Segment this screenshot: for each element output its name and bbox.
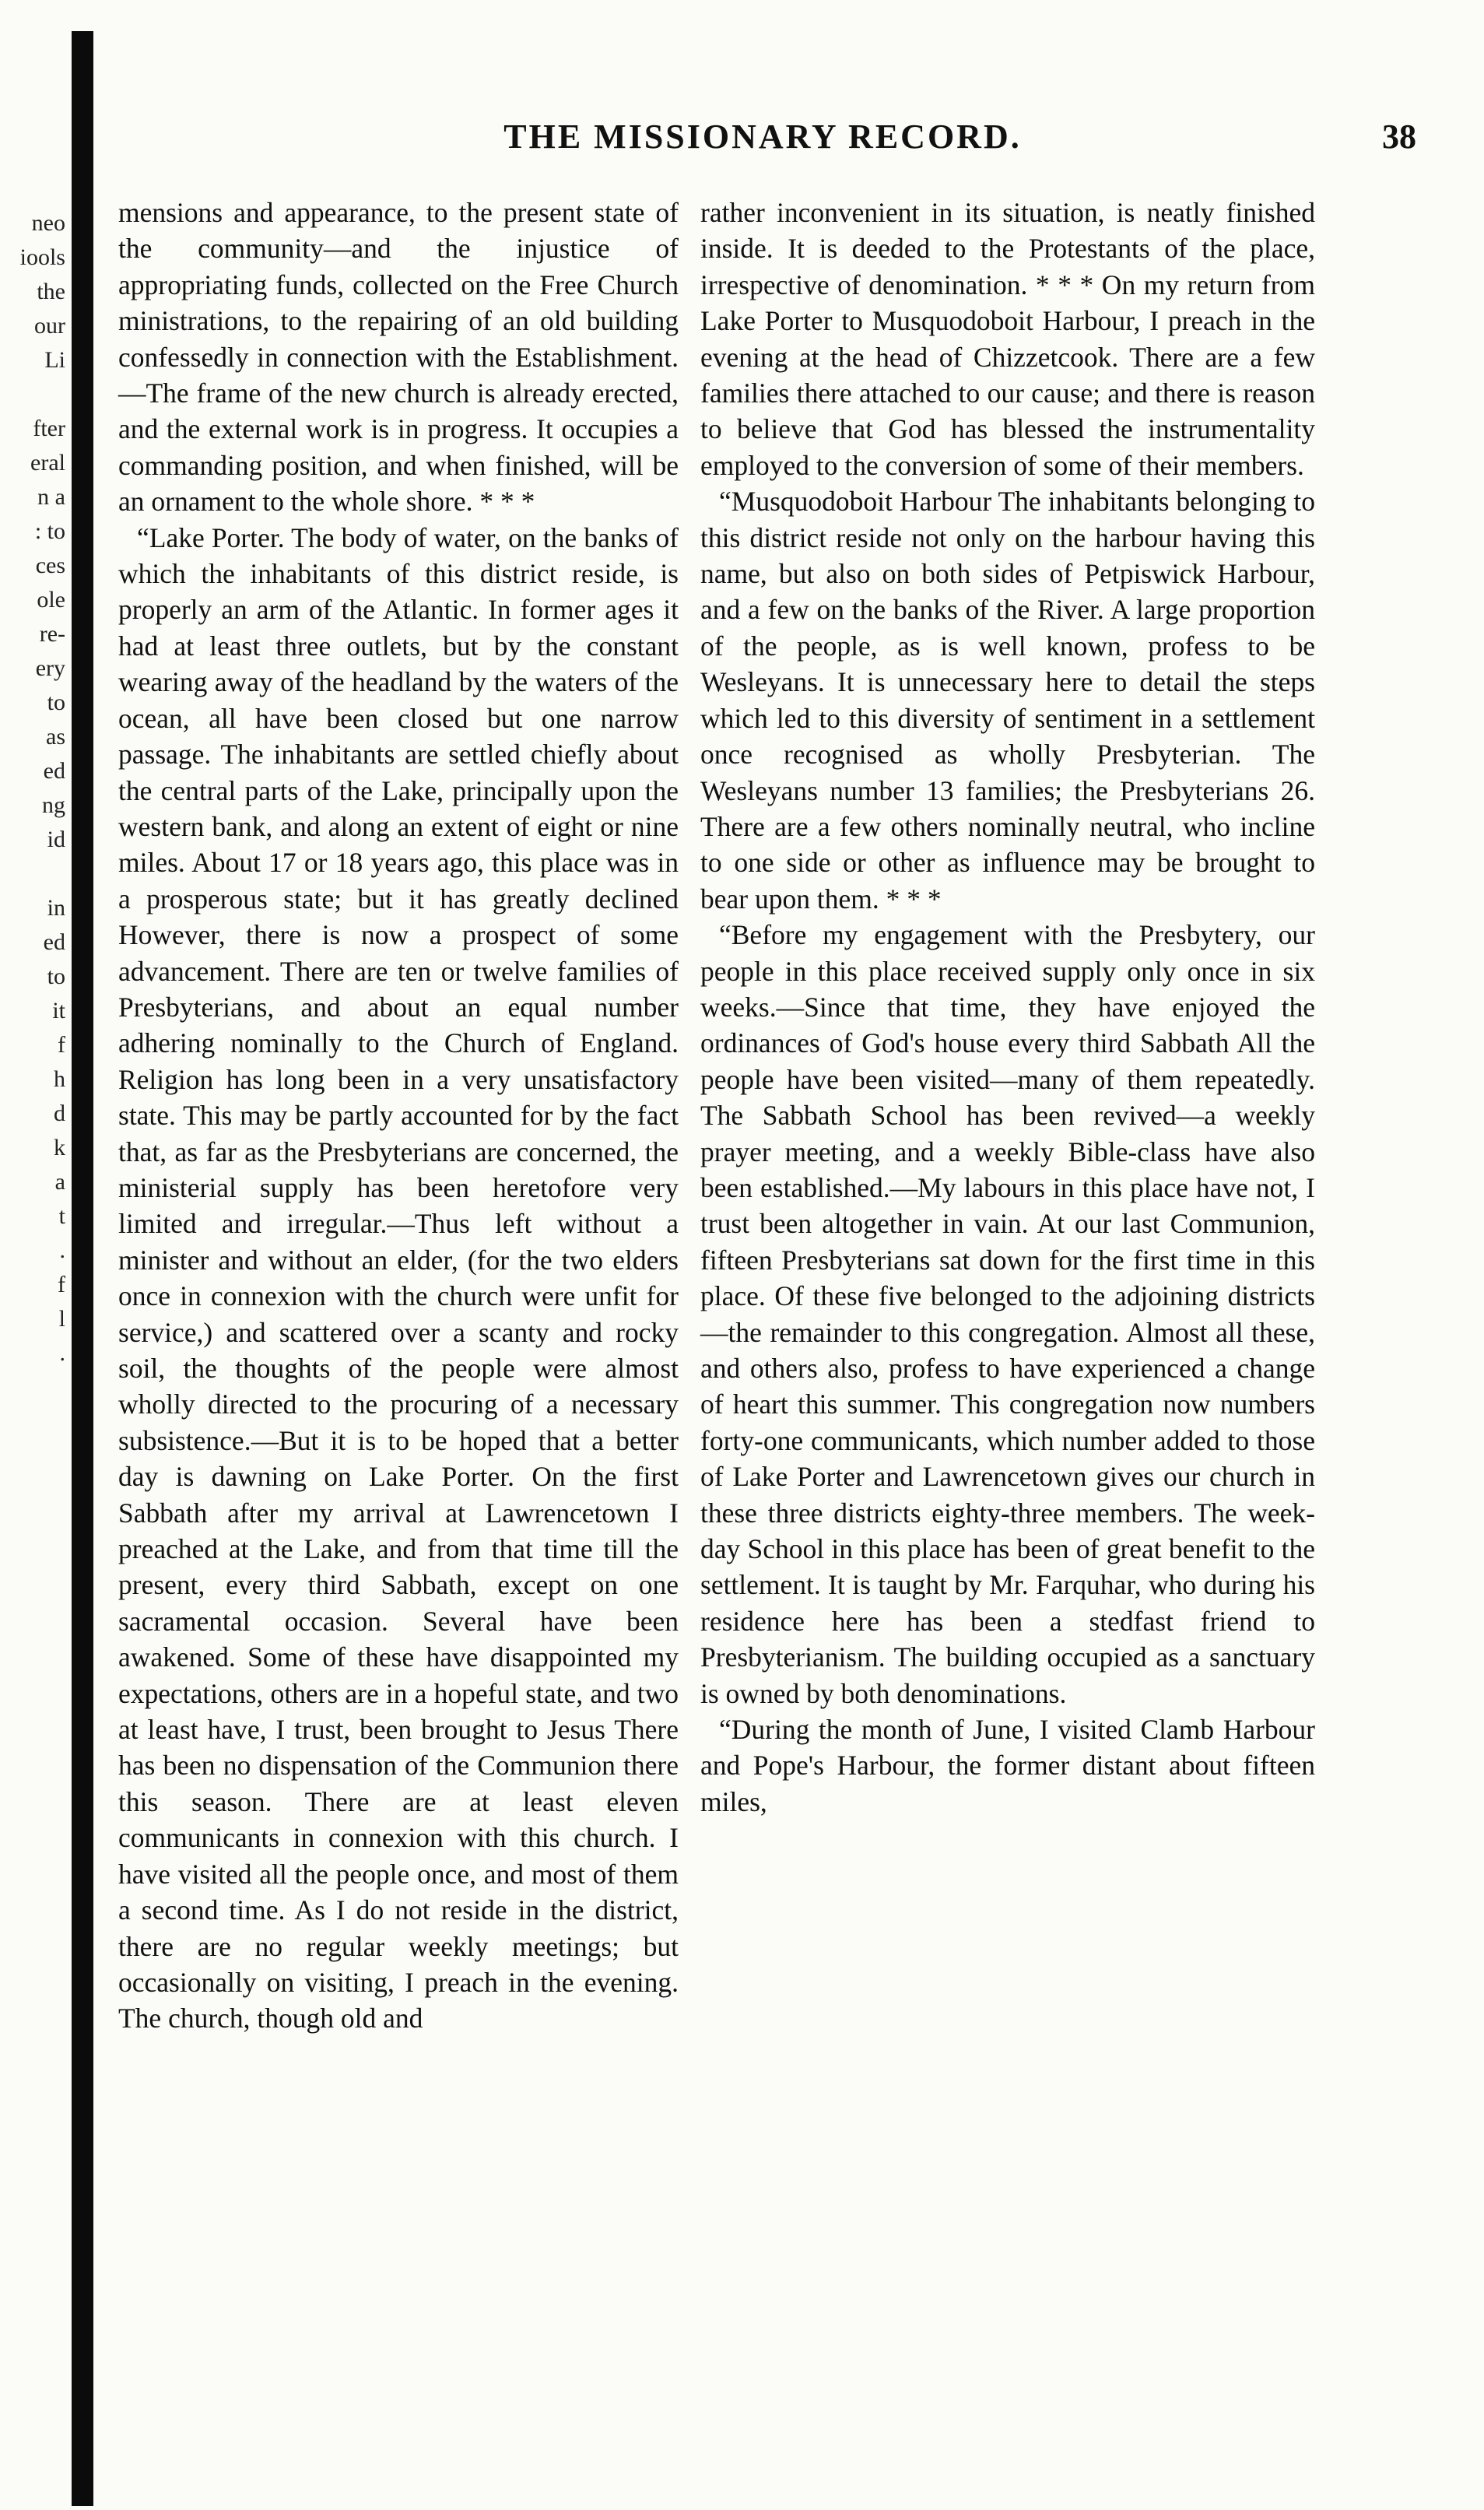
margin-fragment: to (47, 690, 65, 715)
margin-fragment: f (58, 1272, 65, 1297)
margin-fragment: h (54, 1066, 65, 1092)
paragraph: “Lake Porter. The body of water, on the banks of which the inhabitants of this district reside, is properly an arm of the Atlantic. In former ages it had at least three outlets, but by the constant wearing away of the headland by the waters of the ocean, all have been closed but one narrow passage. The inhabitants are settled chiefly about the central parts of the Lake, principally upon the western bank, and along an extent of eight or nine miles. About 17 or 18 years ago, this place was in a prosperous state; but it has greatly declined However, there is now a prospect of some advancement. There are ten or twelve families of Presbyterians, and about an equal number adhering nominally to the Church of England. Religion has long been in a very unsatisfactory state. This may be partly accounted for by the fact that, as far as the Presbyterians are concerned, the ministerial supply has been heretofore very limited and irregular.—Thus left without a minister and without an elder, (for the two elders once in connexion with the church were unfit for service,) and scattered over a scanty and rocky soil, the thoughts of the people were almost wholly directed to the procuring of a necessary subsistence.—But it is to be hoped that a better day is dawning on Lake Porter. On the first Sabbath after my arrival at Lawrencetown I preached at the Lake, and from that time till the present, every third Sabbath, except on one sacramental occasion. Several have been awakened. Some of these have disappointed my expectations, others are in a hopeful state, and two at least have, I trust, been brought to Jesus There has been no dispensation of the Communion there this season. There are at least eleven communicants in connexion with this church. I have visited all the people once, and most of them a second time. As I do not reside in the district, there are no regular weekly meetings; but occasionally on visiting, I preach in the evening. The church, though old and (118, 521, 679, 2034)
margin-fragment: the (37, 279, 65, 304)
margin-fragment: ole (37, 587, 65, 613)
left-column (118, 195, 679, 2436)
margin-fragment: iools (19, 244, 65, 270)
paragraph: “Musquodoboit Harbour The inhabitants belonging to this district reside not only on the harbour having this name, but also on both sides of Petpiswick Harbour, and a few on the banks of the River. A large proportion of the people, as is well known, profess to be Wesleyans. It is unnecessary here to detail the steps which led to this diversity of sentiment in a settlement once recognised as wholly Presbyterian. The Wesleyans number 13 families; the Presbyterians 26. There are a few others nominally neutral, who incline to one side or other as influence may be brought to bear upon them. * * * (700, 486, 1315, 914)
margin-fragment: ces (35, 553, 65, 578)
margin-fragment: as (46, 724, 65, 749)
margin-fragment: f (58, 1032, 65, 1058)
margin-fragment: t (58, 1203, 65, 1229)
margin-fragment (0, 857, 65, 891)
margin-fragment: eral (30, 450, 65, 476)
margin-fragment: neo (31, 210, 65, 236)
binding-shadow (72, 31, 93, 2506)
margin-fragment: ed (43, 929, 65, 955)
margin-fragment: a (54, 1169, 65, 1195)
margin-fragment: ery (35, 655, 65, 681)
running-head: THE MISSIONARY RECORD. (503, 118, 1022, 156)
margin-fragment: id (47, 827, 65, 852)
margin-fragment: . (59, 1237, 65, 1263)
margin-fragment: it (52, 998, 65, 1023)
margin-fragment: in (47, 895, 65, 921)
margin-fragment: our (34, 313, 65, 339)
margin-fragment: d (54, 1101, 65, 1126)
paragraph: rather inconvenient in its situation, is neatly finished inside. It is deeded to the Protestants of the place, irrespective of denomination. * * * On my return from Lake Porter to Musquodoboit Harbour, I preach in the evening at the head of Chizzetcook. There are a few families there attached to our cause; and there is reason to believe that God has blessed the instrumentality employed to the conversion of some of their members. (700, 197, 1315, 481)
margin-fragment: to (47, 964, 65, 989)
right-column (700, 195, 1315, 2436)
page-number: 38 (1382, 118, 1416, 156)
margin-fragment: fter (33, 416, 65, 441)
margin-fragment: Li (44, 347, 65, 373)
paragraph: “During the month of June, I visited Clamb Harbour and Pope's Harbour, the former distant about fifteen miles, (700, 1714, 1315, 1817)
paragraph: mensions and appearance, to the present state of the community—and the injustice of appropriating funds, collected on the Free Church ministrations, to the repairing of an old building confessedly in connection with the Establishment.—The frame of the new church is already erected, and the external work is in progress. It occupies a commanding position, and when finished, will be an ornament to the whole shore. * * * (118, 197, 679, 518)
margin-fragment: k (54, 1135, 65, 1160)
paragraph: “Before my engagement with the Presbytery, our people in this place received supply only once in six weeks.—Since that time, they have enjoyed the ordinances of God's house every third Sabbath All the people have been visited—many of them repeatedly. The Sabbath School has been revived—a weekly prayer meeting, and a weekly Bible-class have also been established.—My labours in this place have not, I trust been altogether in vain. At our last Communion, fifteen Presbyterians sat down for the first time in this place. Of these five belonged to the adjoining districts—the remainder to this congregation. Almost all these, and others also, profess to have experienced a change of heart this summer. This congregation now numbers forty-one communicants, which number added to those of Lake Porter and Lawrencetown gives our church in these three districts eighty-three members. The week-day School in this place has been of great benefit to the settlement. It is taught by Mr. Farquhar, who during his residence here has been a stedfast friend to Presbyterianism. The building occupied as a sanctuary is owned by both denominations. (700, 919, 1315, 1709)
margin-fragment: ng (42, 792, 65, 818)
margin-fragment: l (58, 1306, 65, 1332)
margin-fragment: . (59, 1340, 65, 1366)
adjacent-page-margin (0, 206, 65, 1371)
margin-fragment: : to (34, 518, 65, 544)
margin-fragment (0, 377, 65, 412)
margin-fragment: n a (37, 484, 65, 510)
page-header (101, 117, 1424, 163)
margin-fragment: re- (39, 621, 65, 647)
margin-fragment: ed (43, 758, 65, 784)
